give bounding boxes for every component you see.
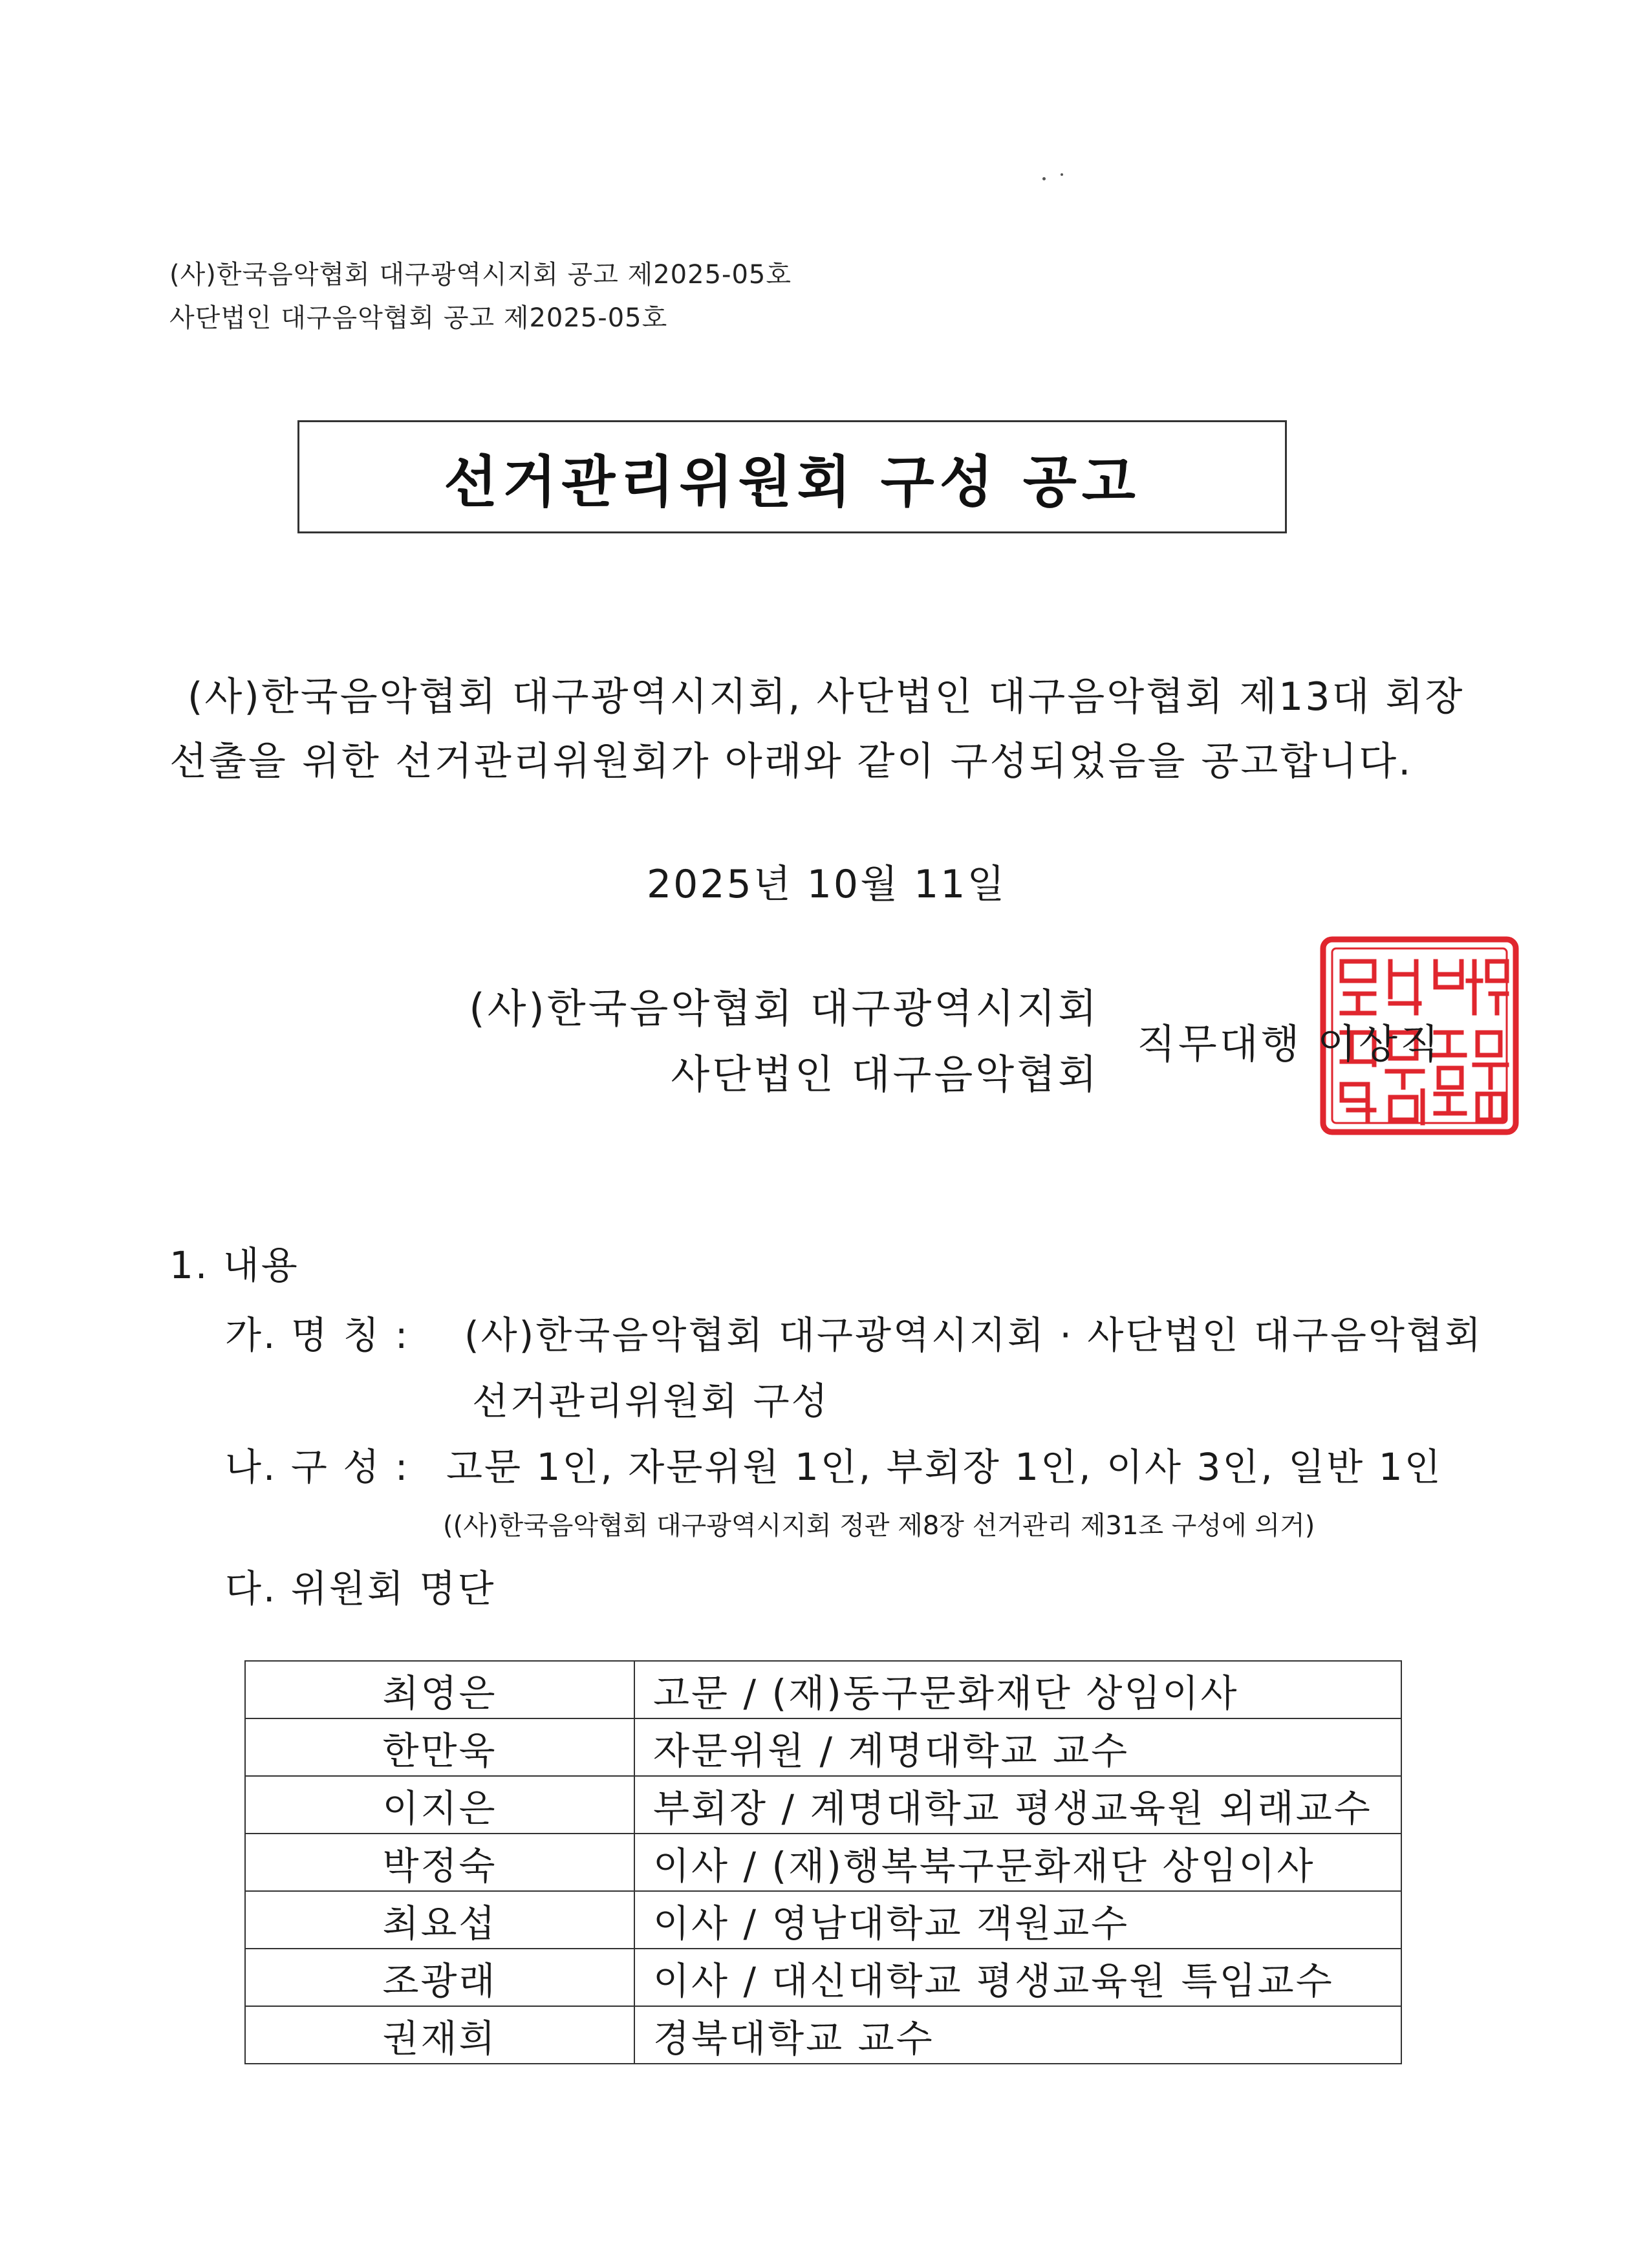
item-a-line-1: (사)한국음악협회 대구광역시지회 · 사단법인 대구음악협회 — [464, 1313, 1483, 1357]
signatory-name: 직무대행 이상직 — [1137, 1020, 1441, 1067]
table-row — [245, 1949, 1401, 2006]
table-row — [245, 1718, 1401, 1776]
table-row — [245, 1834, 1401, 1891]
member-role: 이사 / 대신대학교 평생교육원 특임교수 — [634, 1949, 1401, 2006]
member-role: 경북대학교 교수 — [634, 2006, 1401, 2064]
table-row — [245, 1776, 1401, 1834]
table-row — [245, 2006, 1401, 2064]
notice-number-1: (사)한국음악협회 대구광역시지회 공고 제2025-05호 — [169, 260, 792, 290]
item-b-label: 나. 구 성 : — [225, 1445, 410, 1489]
item-a-line-2: 선거관리위원회 구성 — [472, 1379, 830, 1423]
member-role: 이사 / (재)행복북구문화재단 상임이사 — [634, 1834, 1401, 1891]
member-role: 이사 / 영남대학교 객원교수 — [634, 1891, 1401, 1949]
member-name: 조광래 — [245, 1949, 634, 2006]
item-b-note: ((사)한국음악협회 대구광역시지회 정관 제8장 선거관리 제31조 구성에 의거) — [443, 1511, 1315, 1541]
member-name: 최요섭 — [245, 1891, 634, 1949]
body-line-2: 선출을 위한 선거관리위원회가 아래와 같이 구성되었음을 공고합니다. — [169, 739, 1413, 784]
member-name: 박정숙 — [245, 1834, 634, 1891]
section-heading: 1. 내용 — [169, 1243, 299, 1287]
member-role: 고문 / (재)동구문화재단 상임이사 — [634, 1661, 1401, 1718]
member-role: 자문위원 / 계명대학교 교수 — [634, 1718, 1401, 1776]
committee-table — [244, 1660, 1402, 2064]
member-name: 권재희 — [245, 2006, 634, 2064]
member-role: 부회장 / 계명대학교 평생교육원 외래교수 — [634, 1776, 1401, 1834]
item-c-heading: 다. 위원회 명단 — [225, 1567, 496, 1610]
member-name: 최영은 — [245, 1661, 634, 1718]
item-a-label: 가. 명 칭 : — [225, 1313, 410, 1357]
scan-speck — [1042, 177, 1046, 180]
notice-date: 2025년 10월 11일 — [647, 862, 1007, 907]
scan-speck — [1061, 173, 1063, 176]
page-title: 선거관리위원회 구성 공고 — [444, 449, 1141, 515]
body-line-1: (사)한국음악협회 대구광역시지회, 사단법인 대구음악협회 제13대 회장 — [188, 674, 1465, 720]
item-b-text: 고문 1인, 자문위원 1인, 부회장 1인, 이사 3인, 일반 1인 — [446, 1445, 1443, 1489]
title-box — [297, 420, 1287, 533]
table-row — [245, 1891, 1401, 1949]
table-row — [245, 1661, 1401, 1718]
member-name: 한만욱 — [245, 1718, 634, 1776]
signature-org-1: (사)한국음악협회 대구광역시지회 — [469, 985, 1099, 1032]
signature-org-2: 사단법인 대구음악협회 — [671, 1051, 1099, 1098]
notice-number-2: 사단법인 대구음악협회 공고 제2025-05호 — [169, 303, 668, 333]
member-name: 이지은 — [245, 1776, 634, 1834]
